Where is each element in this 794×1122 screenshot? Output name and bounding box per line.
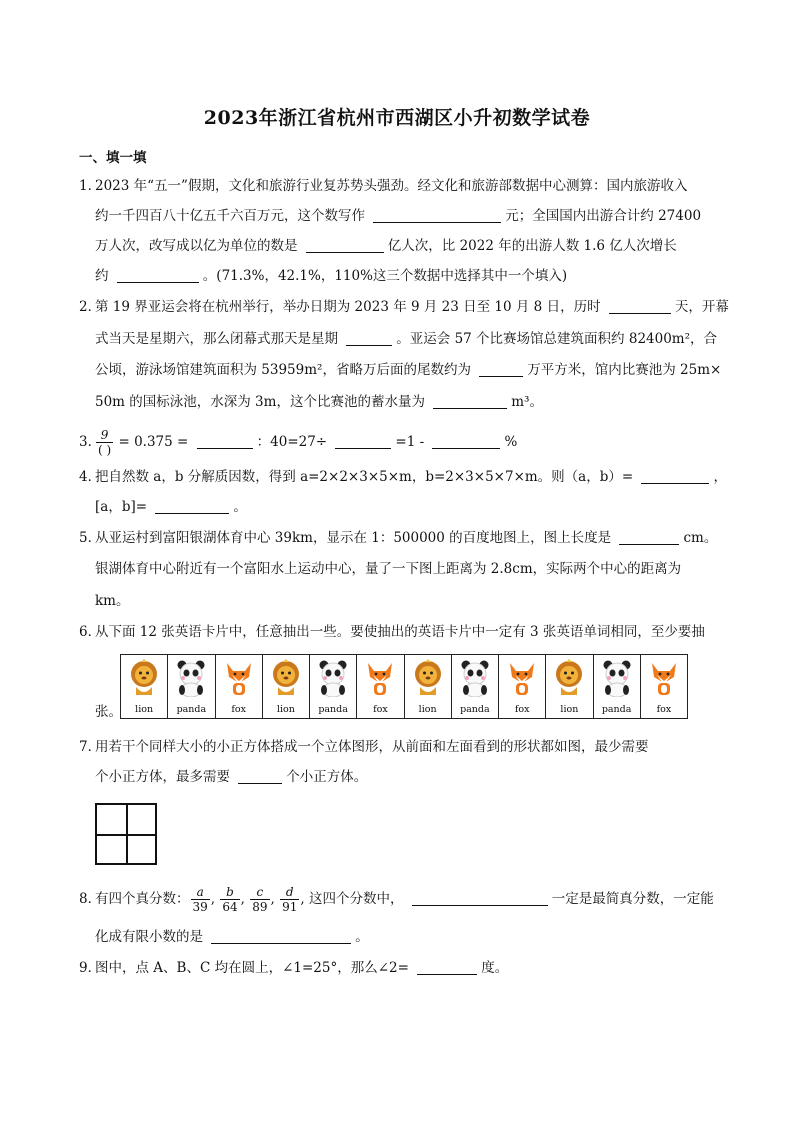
q8-fraction-b	[220, 885, 239, 914]
q2-text-1b: 天，开幕	[674, 299, 729, 315]
frac-b-denominator: 64	[222, 900, 238, 914]
word-card-label: lion	[135, 704, 154, 715]
q8-fraction-c	[250, 885, 269, 914]
q6-line-2: 张。	[95, 704, 122, 720]
q5-line-2: 银湖体育中心附近有一个富阳水上运动中心，量了一下图上距离为 2.8cm，实际两个中心的距离为	[95, 561, 682, 577]
q2-answer-blank-4[interactable]	[433, 394, 507, 409]
panda-icon	[452, 659, 498, 697]
word-card-label: lion	[560, 704, 579, 715]
q8-line-2	[95, 927, 369, 947]
q8-line-1: 8．有四个真分数： $\frac{a}{39}$ , $\frac{b}{64}$ , $\frac{c}{89}$ , $\frac{d}{91}$ , 这四个分数中， 一定是最简真分数，一定能	[79, 885, 714, 914]
frac-b-numerator: b	[220, 885, 239, 900]
english-word-cards	[120, 654, 688, 719]
q1-text-1: 2023 年“五一”假期，文化和旅游行业复苏势头强劲。经文化和旅游部数据中心测算：国内旅游收入	[95, 178, 688, 194]
q2-text-4a: 50m 的国标泳池，水深为 3m，这个比赛池的蓄水量为	[95, 394, 425, 410]
q1-line-1	[79, 176, 687, 196]
q3-fraction-numerator: 9	[96, 428, 113, 443]
word-card-label: fox	[231, 704, 246, 715]
q2-line-4	[95, 392, 543, 412]
q4-text-1a: 把自然数 a，b 分解质因数，得到 a=2×2×3×5×m，b=2×3×5×7×m。则（a，b）=	[95, 469, 634, 485]
q7-text-1: 用若干个同样大小的小正方体搭成一个立体图形，从前面和左面看到的形状都如图，最少需要	[95, 739, 649, 755]
q7-number: 7．	[79, 739, 102, 755]
word-card-lion	[405, 655, 452, 718]
q2-line-1	[79, 297, 729, 317]
lion-icon	[546, 659, 592, 697]
q7-answer-blank[interactable]	[238, 769, 282, 784]
q4-answer-blank-2[interactable]	[155, 499, 229, 514]
frac-d-numerator: d	[280, 885, 299, 900]
fox-icon	[641, 659, 687, 697]
q1-text-3a: 万人次，改写成以亿为单位的数是	[95, 238, 298, 254]
q6-number: 6．	[79, 624, 102, 640]
frac-c-numerator: c	[250, 885, 269, 900]
q7-text-2a: 个小正方体，最多需要	[95, 769, 230, 785]
word-card-label: fox	[373, 704, 388, 715]
q2-answer-blank-2[interactable]	[346, 331, 392, 346]
q3-fraction-denominator[interactable]: ( )	[98, 443, 112, 457]
q8-answer-blank-1[interactable]	[412, 891, 548, 906]
grid-horizontal-line	[97, 834, 155, 836]
q1-text-2a: 约一千四百八十亿五千六百万元，这个数写作	[95, 208, 365, 224]
q9-answer-blank[interactable]	[417, 960, 477, 975]
q4-answer-blank-1[interactable]	[641, 469, 709, 484]
q1-line-3	[95, 236, 677, 256]
q2-text-2b: 。亚运会 57 个比赛场馆总建筑面积约 82400m²，合	[396, 331, 718, 347]
frac-a-denominator: 39	[192, 900, 208, 914]
q2-answer-blank-3[interactable]	[479, 362, 523, 377]
panda-icon	[594, 659, 640, 697]
word-card-fox	[357, 655, 404, 718]
word-card-fox	[499, 655, 546, 718]
q4-text-2a: [a，b]=	[95, 499, 148, 515]
q4-line-2	[95, 497, 247, 517]
lion-icon	[263, 659, 309, 697]
q3-answer-blank-2[interactable]	[335, 434, 391, 449]
word-card-panda	[168, 655, 215, 718]
q2-number: 2．	[79, 299, 102, 315]
q8-text-1b: 这四个分数中，	[309, 891, 404, 907]
word-card-fox	[641, 655, 687, 718]
q8-answer-blank-2[interactable]	[211, 929, 351, 944]
word-card-label: panda	[318, 704, 348, 715]
word-card-label: panda	[176, 704, 207, 715]
q3-text-2: ：40=27÷	[256, 434, 328, 450]
lion-icon	[405, 659, 451, 697]
q2-line-2	[95, 329, 717, 349]
view-grid-figure	[95, 803, 157, 865]
lion-icon	[121, 659, 167, 697]
q5-answer-blank-1[interactable]	[619, 530, 679, 545]
q8-fraction-a	[191, 885, 210, 914]
q1-answer-blank-2[interactable]	[306, 238, 384, 253]
q1-line-4	[95, 266, 567, 286]
q1-number: 1．	[79, 178, 102, 194]
word-card-label: lion	[276, 704, 295, 715]
q2-text-4b: m³。	[511, 394, 543, 410]
section-heading: 一、填一填	[79, 150, 147, 166]
q3-text-3: =1 -	[395, 434, 425, 450]
panda-icon	[310, 659, 356, 697]
q3-text-1: = 0.375 =	[118, 434, 189, 450]
q9-text-1b: 度。	[481, 960, 509, 976]
q1-line-2	[95, 206, 701, 226]
q5-line-3: km。	[95, 593, 130, 609]
q2-line-3	[95, 360, 721, 380]
fox-icon	[499, 659, 545, 697]
q5-text-1a: 从亚运村到富阳银湖体育中心 39km，显示在 1：500000 的百度地图上，图上长度是	[95, 530, 612, 546]
word-card-label: lion	[418, 704, 437, 715]
word-card-label: panda	[601, 704, 632, 715]
page-title: 2023年浙江省杭州市西湖区小升初数学试卷	[203, 107, 591, 129]
q4-text-2b: 。	[233, 499, 247, 515]
q1-answer-blank-1[interactable]	[373, 208, 501, 223]
q8-text-2b: 。	[355, 929, 369, 945]
word-card-panda	[310, 655, 357, 718]
word-card-fox	[216, 655, 263, 718]
word-card-lion	[263, 655, 310, 718]
q2-text-3b: 万平方米，馆内比赛池为 25m×	[527, 362, 722, 378]
q7-line-2	[95, 767, 367, 787]
fox-icon	[216, 659, 262, 697]
q1-text-4b: 。(71.3%，42.1%，110%这三个数据中选择其中一个填入)	[202, 268, 568, 284]
q2-text-3a: 公顷，游泳场馆建筑面积为 53959m²，省略万后面的尾数约为	[95, 362, 471, 378]
q3-line	[79, 428, 517, 457]
frac-a-numerator: a	[191, 885, 210, 900]
word-card-lion	[121, 655, 168, 718]
q7-line-1	[79, 737, 649, 757]
q8-text-2a: 化成有限小数的是	[95, 929, 203, 945]
q1-text-4a: 约	[95, 268, 109, 284]
word-card-lion	[546, 655, 593, 718]
fox-icon	[357, 659, 403, 697]
q6-text-1: 从下面 12 张英语卡片中，任意抽出一些。要使抽出的英语卡片中一定有 3 张英语单词相同，至少要抽	[95, 624, 705, 640]
q3-answer-blank-3[interactable]	[432, 434, 500, 449]
q9-text-1a: 图中，点 A、B、C 均在圆上，∠1=25°，那么∠2=	[95, 960, 409, 976]
word-card-panda	[594, 655, 641, 718]
q3-fraction	[96, 428, 113, 457]
q5-text-1b: cm。	[683, 530, 718, 546]
frac-d-denominator: 91	[282, 900, 298, 914]
q2-text-1a: 第 19 界亚运会将在杭州举行，举办日期为 2023 年 9 月 23 日至 10 月 8 日，历时	[95, 299, 601, 315]
panda-icon	[168, 659, 214, 697]
word-card-label: fox	[656, 704, 672, 715]
q7-text-2b: 个小正方体。	[286, 769, 368, 785]
word-card-label: panda	[460, 704, 490, 715]
q9-line-1	[79, 958, 508, 978]
q1-answer-blank-3[interactable]	[117, 268, 199, 283]
q6-line-1	[79, 622, 705, 642]
q8-text-1a: 有四个真分数：	[95, 891, 190, 907]
word-card-panda	[452, 655, 499, 718]
q4-line-1	[79, 467, 727, 487]
q8-text-1c: 一定是最简真分数，一定能	[551, 891, 714, 907]
q5-number: 5．	[79, 530, 102, 546]
frac-c-denominator: 89	[252, 900, 268, 914]
q1-text-2b: 元；全国国内出游合计约 27400	[505, 208, 702, 224]
q3-text-4: %	[504, 434, 518, 450]
q3-answer-blank-1[interactable]	[197, 434, 253, 449]
q8-fraction-d	[280, 885, 299, 914]
q9-number: 9．	[79, 960, 102, 976]
q5-line-1	[79, 528, 717, 548]
word-card-label: fox	[514, 704, 530, 715]
q2-answer-blank-1[interactable]	[609, 299, 671, 314]
q3-number: 3．	[79, 434, 102, 450]
q8-number: 8．	[79, 891, 102, 907]
q4-text-1b: ，	[713, 469, 727, 485]
q1-text-3b: 亿人次，比 2022 年的出游人数 1.6 亿人次增长	[387, 238, 677, 254]
q2-text-2a: 式当天是星期六，那么闭幕式那天是星期	[95, 331, 338, 347]
q4-number: 4．	[79, 469, 102, 485]
